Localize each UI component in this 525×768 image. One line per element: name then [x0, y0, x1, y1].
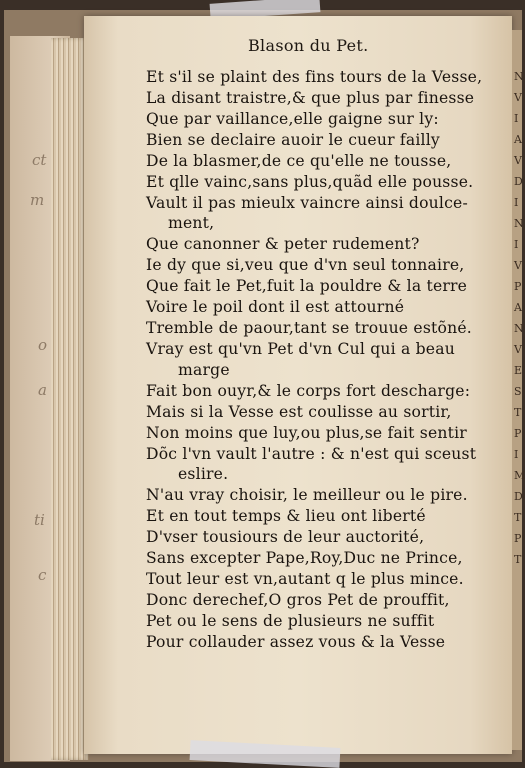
edge-glyph: T [514, 406, 522, 419]
edge-glyph: V [514, 259, 522, 272]
margin-glyph: ti [34, 511, 45, 529]
edge-glyph: N [514, 217, 524, 230]
running-head: Blason du Pet. [248, 36, 369, 55]
margin-glyph: m [30, 191, 45, 209]
margin-glyph: ct [32, 151, 47, 169]
edge-glyph: V [514, 343, 522, 356]
edge-glyph: N [514, 70, 524, 83]
text-line: Vray est qu'vn Pet d'vn Cul qui a beau [146, 340, 455, 358]
edge-glyph: T [514, 553, 522, 566]
text-line: ment, [168, 214, 215, 232]
text-line: La disant traistre,& que plus par finesse [146, 89, 475, 107]
text-line: Mais si la Vesse est coulisse au sortir, [146, 403, 452, 421]
edge-glyph: M [514, 469, 525, 482]
text-line: eslire. [178, 465, 229, 483]
text-line: Fait bon ouyr,& le corps fort descharge: [146, 382, 471, 400]
text-line: N'au vray choisir, le meilleur ou le pire. [146, 486, 468, 504]
text-line: Que fait le Pet,fuit la pouldre & la terre [146, 277, 468, 295]
text-line: Et qlle vainc,sans plus,quãd elle pousse. [146, 173, 474, 191]
text-line: Tout leur est vn,autant q le plus mince. [146, 570, 464, 588]
edge-glyph: P [514, 532, 522, 545]
text-line: Que par vaillance,elle gaigne sur ly: [146, 110, 439, 128]
edge-glyph: P [514, 280, 522, 293]
text-line: D'vser tousiours de leur auctorité, [146, 528, 425, 546]
edge-glyph: V [514, 154, 522, 167]
edge-glyph: I [514, 196, 519, 209]
edge-glyph: S [514, 385, 522, 398]
edge-glyph: D [514, 490, 523, 503]
edge-glyph: D [514, 175, 523, 188]
edge-glyph: I [514, 112, 519, 125]
edge-glyph: A [514, 133, 522, 146]
edge-glyph: E [514, 364, 523, 377]
text-line: Voire le poil dont il est attourné [146, 298, 405, 316]
text-line: Que canonner & peter rudement? [146, 235, 420, 253]
text-line: Tremble de paour,tant se trouue estõné. [146, 319, 472, 337]
text-line: Dõc l'vn vault l'autre : & n'est qui sceust [146, 445, 477, 463]
margin-glyph: c [38, 566, 47, 584]
text-line: Pet ou le sens de plusieurs ne suffit [146, 612, 435, 630]
edge-glyph: A [514, 301, 522, 314]
text-line: De la blasmer,de ce qu'elle ne tousse, [146, 152, 452, 170]
edge-glyph: I [514, 238, 519, 251]
text-line: Vault il pas mieulx vaincre ainsi doulce- [146, 194, 468, 212]
text-line: Sans excepter Pape,Roy,Duc ne Prince, [146, 549, 463, 567]
edge-glyph: P [514, 427, 522, 440]
edge-glyph: T [514, 511, 522, 524]
edge-glyph: N [514, 322, 524, 335]
text-line: Bien se declaire auoir le cueur failly [146, 131, 440, 149]
text-line: Et en tout temps & lieu ont liberté [146, 507, 426, 525]
next-page-strip [512, 30, 525, 750]
text-line: Donc derechef,O gros Pet de prouffit, [146, 591, 450, 609]
edge-glyph: I [514, 448, 519, 461]
margin-glyph: a [38, 381, 47, 399]
text-line: Ie dy que si,veu que d'vn seul tonnaire, [146, 256, 465, 274]
text-line: Non moins que luy,ou plus,se fait sentir [146, 424, 467, 442]
edge-glyph: V [514, 91, 522, 104]
text-line: Pour collauder assez vous & la Vesse [146, 633, 446, 651]
text-line: Et s'il se plaint des fins tours de la Vesse, [146, 68, 483, 86]
margin-glyph: o [38, 336, 48, 354]
text-line: marge [178, 361, 230, 379]
